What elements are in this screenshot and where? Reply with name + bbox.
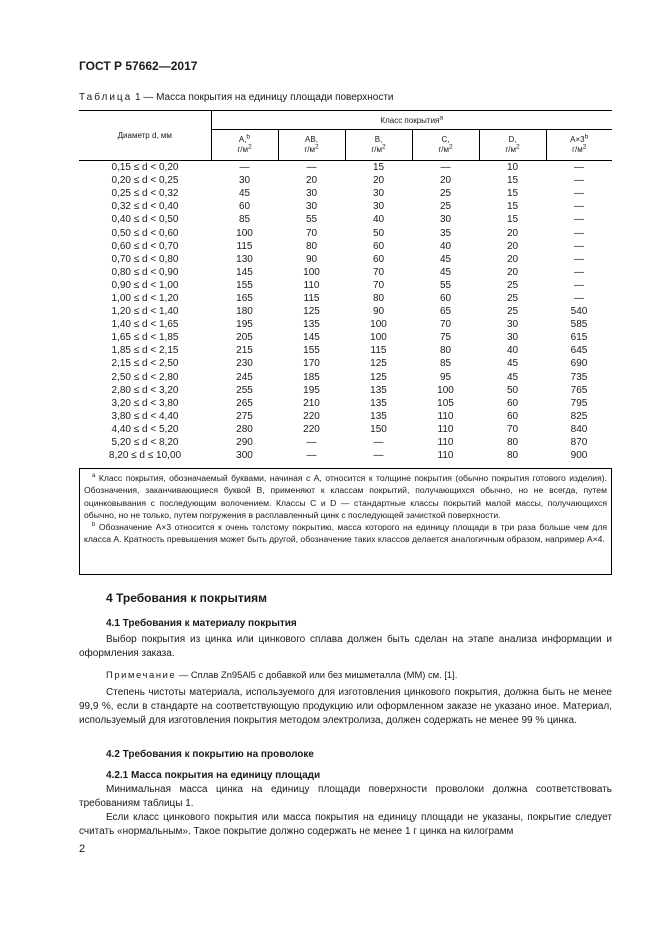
table-row [79,410,612,423]
value-cell: 80 [506,450,519,462]
diameter-cell: 0,40 ≤ d < 0,50 [111,214,179,226]
value-cell: 25 [506,306,519,318]
section-4-1-title: 4.1 Требования к материалу покрытия [106,618,297,629]
diameter-cell: 2,80 ≤ d < 3,20 [111,384,179,396]
table-caption-text: 1 — Масса покрытия на единицу площади поверхности [135,92,394,103]
value-cell: 50 [506,384,519,396]
value-cell: 210 [303,397,320,409]
value-cell: 145 [303,332,320,344]
value-cell: 735 [570,371,588,383]
diameter-cell: 0,60 ≤ d < 0,70 [111,240,179,252]
value-cell: 220 [303,410,320,422]
value-cell: — [546,161,612,175]
value-cell: 55 [439,279,452,291]
value-cell: 20 [305,175,318,187]
value-cell: 100 [303,266,320,278]
value-cell: 115 [370,345,387,357]
paragraph-4-2-1-a: Минимальная масса цинка на единицу площади поверхности проволоки должна соответствовать требованиям таблицы 1. [79,784,612,810]
table-row [79,213,612,226]
value-cell: 15 [506,201,519,213]
value-cell: 135 [370,410,387,422]
table-row [79,253,612,266]
table-caption [79,92,394,103]
value-cell: 20 [439,175,452,187]
value-cell: 95 [439,371,452,383]
value-cell: 30 [305,188,318,200]
value-cell: 155 [303,345,320,357]
value-cell: 65 [439,306,452,318]
footnote-a: $^a$ Класс покрытия, обозначаемый буквами, начиная с А, относится к толщине покрытия (обычно покрытия готового изделия). Обозначения, заканчивающиеся буквой B, применяют к классам покрытий, получающихся обычно, но не всегда, путем оцинковывания с последующим волочением. Классы C и D — стандартные классы покрытий малой массы, получающихся обычно, но не только, путем погружения в расплавленный цинк с последующей зачисткой поверхности. [84,473,607,520]
value-cell: 130 [236,253,253,265]
value-cell: 70 [372,279,385,291]
standard-id: ГОСТ Р 57662—2017 [79,59,198,73]
diameter-cell: 8,20 ≤ d ≤ 10,00 [108,450,182,462]
value-cell: 45 [439,266,452,278]
value-cell: 155 [236,279,253,291]
value-cell: 825 [570,410,588,422]
value-cell: 30 [238,175,251,187]
paragraph-4-2-1-b: Если класс цинкового покрытия или масса покрытия на единицу площади не указаны, покрытие следует считать «нормальным». Такое покрытие должно содержать не менее 1 г цинка на килограмм [79,812,612,838]
table-row [79,318,612,331]
table-row [79,384,612,397]
value-cell: 80 [439,345,452,357]
diameter-cell: 0,25 ≤ d < 0,32 [111,188,179,200]
section-4-2-1-title: 4.2.1 Масса покрытия на единицу площади [106,770,321,781]
diameter-cell: 1,00 ≤ d < 1,20 [111,292,179,304]
paragraph-4-1-1: Выбор покрытия из цинка или цинкового сплава должен быть сделан на этапе анализа информации и оформления заказа. [79,634,612,660]
value-cell: 275 [236,410,253,422]
value-cell: 15 [506,175,519,187]
value-cell: 265 [236,397,253,409]
value-cell: — [574,266,584,278]
class-column-header: C, $г/м^2$ [412,130,479,161]
value-cell: 110 [437,410,454,422]
value-cell: 10 [479,161,546,175]
value-cell: 20 [506,253,519,265]
note [106,669,457,680]
table-row [79,226,612,239]
value-cell: 105 [437,397,454,409]
value-cell: 100 [370,332,387,344]
value-cell: 60 [506,410,519,422]
coating-mass-table [79,110,612,462]
class-column-header: B, $г/м^2$ [345,130,412,161]
value-cell: 900 [570,450,588,462]
value-cell: 220 [303,423,320,435]
value-cell: 110 [437,450,454,462]
value-cell: 185 [303,371,320,383]
table-row [79,187,612,200]
value-cell: 110 [303,279,320,291]
section-4-title: 4 Требования к покрытиям [106,591,267,605]
value-cell: 50 [372,227,385,239]
table-row [79,331,612,344]
value-cell: 145 [236,266,253,278]
value-cell: 150 [370,423,387,435]
footnote-b: $^b$ Обозначение А×3 относится к очень толстому покрытию, масса которого на единицу площади в три раза больше чем для класса А. Кратность превышения может быть другой, обозначение таких классов делается аналогичным образом, например А×4. [84,522,607,545]
table-row [79,240,612,253]
value-cell: 30 [305,201,318,213]
diameter-cell: 3,80 ≤ d < 4,40 [111,410,179,422]
table-row [79,423,612,436]
value-cell: 20 [506,227,519,239]
value-cell: 280 [236,423,253,435]
value-cell: 45 [506,371,519,383]
value-cell: 180 [236,306,253,318]
value-cell: 55 [305,214,318,226]
value-cell: 70 [305,227,318,239]
value-cell: 85 [439,358,452,370]
value-cell: 35 [439,227,452,239]
value-cell: 100 [370,319,387,331]
value-cell: 110 [437,437,454,449]
diameter-cell: 0,50 ≤ d < 0,60 [111,227,179,239]
table-row [79,292,612,305]
value-cell: 40 [372,214,385,226]
value-cell: 60 [372,240,385,252]
value-cell: 30 [372,201,385,213]
diameter-cell: 2,50 ≤ d < 2,80 [111,371,179,383]
table-row [79,436,612,449]
value-cell: 25 [439,201,452,213]
value-cell: 135 [370,397,387,409]
value-cell: 45 [506,358,519,370]
diameter-cell: 5,20 ≤ d < 8,20 [111,437,179,449]
value-cell: — [574,214,584,226]
table-row [79,344,612,357]
value-cell: 80 [506,437,519,449]
value-cell: 135 [370,384,387,396]
value-cell: 80 [372,292,385,304]
value-cell: 30 [506,332,519,344]
value-cell: 840 [570,423,588,435]
value-cell: — [373,450,384,462]
note-text: — Сплав Zn95Al5 с добавкой или без мишметалла (ММ) см. [1]. [178,669,458,680]
value-cell: 165 [236,292,253,304]
value-cell: 40 [439,240,452,252]
value-cell: 195 [236,319,253,331]
value-cell: 195 [303,384,320,396]
value-cell: 75 [439,332,452,344]
diameter-cell: 1,65 ≤ d < 1,85 [111,332,179,344]
diameter-cell: 0,20 ≤ d < 0,25 [111,175,179,187]
value-cell: 100 [437,384,454,396]
value-cell: 45 [238,188,251,200]
value-cell: 60 [439,292,452,304]
diameter-cell: 0,90 ≤ d < 1,00 [111,279,179,291]
value-cell: 110 [437,423,454,435]
value-cell: — [306,450,317,462]
value-cell: 70 [439,319,452,331]
diameter-cell: 4,40 ≤ d < 5,20 [111,423,179,435]
value-cell: 795 [570,397,588,409]
value-cell: 40 [506,345,519,357]
table-row [79,266,612,279]
value-cell: 20 [506,266,519,278]
value-cell: 170 [303,358,320,370]
value-cell: 90 [372,306,385,318]
value-cell: 765 [570,384,588,396]
value-cell: 70 [506,423,519,435]
value-cell: 25 [439,188,452,200]
value-cell: 230 [236,358,253,370]
value-cell: 215 [236,345,253,357]
table-row [79,357,612,370]
value-cell: 60 [506,397,519,409]
table-row [79,161,612,175]
value-cell: 100 [236,227,253,239]
diameter-cell: 1,85 ≤ d < 2,15 [111,345,179,357]
table-row [79,371,612,384]
diameter-cell: 0,80 ≤ d < 0,90 [111,266,179,278]
value-cell: — [574,227,584,239]
value-cell: 25 [506,292,519,304]
value-cell: 20 [506,240,519,252]
diameter-cell: 1,40 ≤ d < 1,65 [111,319,179,331]
value-cell: 125 [370,358,387,370]
value-cell: 85 [238,214,251,226]
value-cell: 90 [305,253,318,265]
diameter-cell: 0,15 ≤ d < 0,20 [79,161,211,175]
value-cell: — [574,292,584,304]
value-cell: 205 [236,332,253,344]
diameter-cell: 1,20 ≤ d < 1,40 [111,306,179,318]
class-column-header: $A\times 3^b$ $г/м^2$ [546,130,612,161]
value-cell: — [574,201,584,213]
value-cell: — [278,161,345,175]
value-cell: 645 [570,345,588,357]
value-cell: — [373,437,384,449]
value-cell: 15 [506,188,519,200]
value-cell: 115 [236,240,253,252]
value-cell: — [574,279,584,291]
value-cell: 45 [439,253,452,265]
value-cell: — [211,161,278,175]
table-row [79,200,612,213]
diameter-cell: 2,15 ≤ d < 2,50 [111,358,179,370]
value-cell: 870 [570,437,588,449]
value-cell: 300 [236,450,253,462]
value-cell: — [306,437,317,449]
class-header: Класс покрытия$^a$ [211,111,612,130]
section-4-2-title: 4.2 Требования к покрытию на проволоке [106,749,314,760]
class-column-header: D, $г/м^2$ [479,130,546,161]
value-cell: 290 [236,437,253,449]
value-cell: — [574,253,584,265]
value-cell: 585 [570,319,588,331]
table-row [79,279,612,292]
value-cell: 30 [372,188,385,200]
value-cell: — [412,161,479,175]
paragraph-4-1-2: Степень чистоты материала, используемого для изготовления цинкового покрытия, должна быть не менее 99,9 %, если в стандарте на соответствующую продукцию или оформленном заказе не указано иное. Материал, используемый для изготовления покрытия методом электролиза, должен содержать не менее 99 % цинка. [79,687,612,727]
value-cell: 30 [439,214,452,226]
value-cell: 15 [506,214,519,226]
value-cell: — [574,240,584,252]
table-row [79,397,612,410]
diameter-cell: 0,32 ≤ d < 0,40 [111,201,179,213]
note-label: Примечание [106,669,177,680]
diameter-cell: 3,20 ≤ d < 3,80 [111,397,179,409]
value-cell: 15 [345,161,412,175]
value-cell: 20 [372,175,385,187]
value-cell: 70 [372,266,385,278]
diameter-cell: 0,70 ≤ d < 0,80 [111,253,179,265]
value-cell: 125 [370,371,387,383]
table-row [79,174,612,187]
page-number: 2 [79,843,86,855]
value-cell: 135 [303,319,320,331]
value-cell: — [574,175,584,187]
value-cell: 60 [372,253,385,265]
table-footnotes [79,468,612,575]
table-caption-label: Таблица [79,92,133,103]
value-cell: 615 [570,332,588,344]
class-column-header: A,$^b$ $г/м^2$ [211,130,278,161]
value-cell: — [574,188,584,200]
table-row [79,305,612,318]
value-cell: 25 [506,279,519,291]
value-cell: 540 [570,306,588,318]
class-column-header: AB, $г/м^2$ [278,130,345,161]
value-cell: 80 [305,240,318,252]
value-cell: 255 [236,384,253,396]
value-cell: 115 [303,292,320,304]
value-cell: 60 [238,201,251,213]
value-cell: 125 [303,306,320,318]
value-cell: 30 [506,319,519,331]
diameter-header: Диаметр d, мм [79,111,211,161]
value-cell: 245 [236,371,253,383]
value-cell: 690 [570,358,588,370]
table-row [79,449,612,462]
